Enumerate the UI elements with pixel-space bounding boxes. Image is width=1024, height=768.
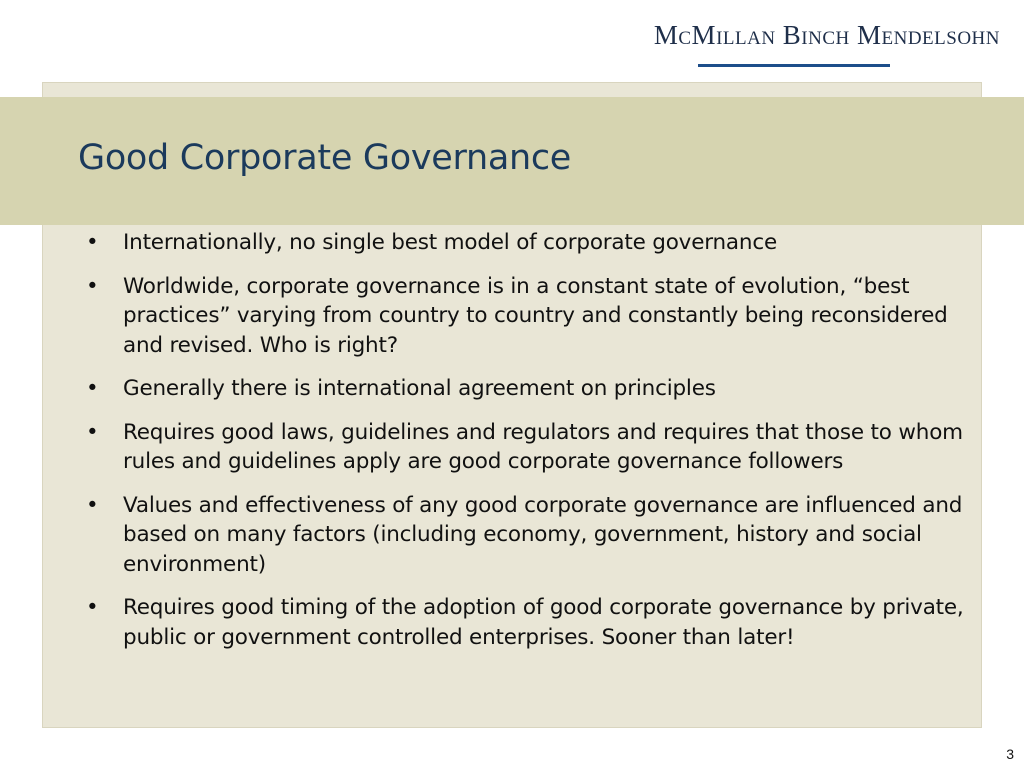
bullet-marker: • — [86, 492, 99, 518]
bullet-text: Requires good timing of the adoption of good corporate governance by private, public or government controlled enterprises. Sooner than later! — [123, 595, 964, 650]
bullet-item — [86, 228, 966, 258]
bullet-item — [86, 491, 966, 580]
bullet-marker: • — [86, 595, 99, 620]
bullet-marker: • — [86, 419, 99, 445]
bullet-item — [86, 593, 966, 652]
bullet-text: Requires good laws, guidelines and regulators and requires that those to whom rules and guidelines apply are good corporate governance followers — [123, 419, 963, 474]
bullet-list — [86, 228, 966, 666]
bullet-text: Internationally, no single best model of corporate governance — [123, 230, 777, 255]
page-number: 3 — [1006, 746, 1014, 762]
logo-underline — [698, 64, 890, 67]
bullet-marker: • — [86, 230, 99, 255]
bullet-text: Worldwide, corporate governance is in a constant state of evolution, “best practices” varying from country to country and constantly being reconsidered and revised. Who is right? — [123, 273, 948, 358]
bullet-marker: • — [86, 273, 99, 299]
bullet-marker: • — [86, 376, 99, 401]
slide-title: Good Corporate Governance — [78, 138, 572, 178]
bullet-text: Values and effectiveness of any good corporate governance are influenced and based on many factors (including economy, government, history and social environment) — [123, 492, 963, 577]
firm-logo: McMillan Binch Mendelsohn — [653, 20, 1000, 50]
bullet-item — [86, 374, 966, 404]
bullet-item — [86, 272, 966, 361]
bullet-item — [86, 418, 966, 477]
bullet-text: Generally there is international agreement on principles — [123, 376, 716, 401]
